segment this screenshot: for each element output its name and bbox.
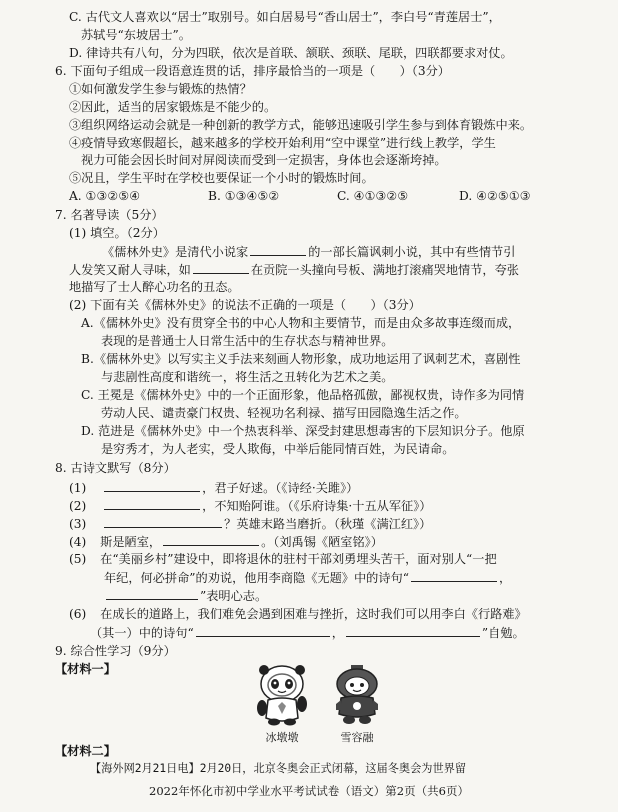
- q8-item-5-line3: [104, 587, 267, 604]
- q7-fill-text-b: 的一部长篇讽刺小说，其中有些情节引: [308, 245, 516, 259]
- q6-sentence-4-line1: ④疫情导致寒假超长，越来越多的学校开始利用“空中课堂”进行线上教学，学生: [69, 136, 496, 150]
- q8-item-2-number: (2): [69, 499, 87, 513]
- q8-item-4: [69, 533, 383, 550]
- q7-option-d-line2: 是穷秀才，为人老实，受人欺侮，中举后能同情百姓，为民请命。: [101, 442, 455, 456]
- q8-item-5-text-a: 在“美丽乡村”建设中，即将退休的驻村干部刘勇埋头苦干，面对别人“一把: [100, 552, 497, 566]
- q7-answer-blank-character[interactable]: [193, 261, 249, 274]
- q8-item-3-number: (3): [69, 517, 87, 531]
- q7-heading: 7. 名著导读（5分）: [55, 208, 164, 222]
- q5-option-d: D. 律诗共有八句，分为四联，依次是首联、颔联、颈联、尾联，四联都要求对仗。: [69, 46, 513, 60]
- q8-item-6-line1: [69, 606, 527, 622]
- q8-item-6-text-d: ”自勉。: [481, 626, 525, 640]
- q8-item-3: [69, 515, 431, 532]
- q7-part2-stem: (2) 下面有关《儒林外史》的说法不正确的一项是（ ）（3分）: [69, 298, 421, 312]
- q8-item-5-line2: [104, 569, 511, 586]
- q6-option-b: B. ①③④⑤②: [208, 189, 280, 203]
- q8-answer-blank-5a[interactable]: [411, 569, 497, 582]
- q8-item-1-number: (1): [69, 481, 87, 495]
- q8-item-5-text-b: 年纪，何必拼命”的劝说，他用李商隐《无题》中的诗句“: [104, 571, 409, 585]
- q6-sentence-4-line2: 视力可能会因长时间对屏阅读而受到一定损害，身体也会逐渐垮掉。: [81, 153, 447, 167]
- q6-option-a: A. ①③②⑤④: [69, 189, 141, 203]
- q8-answer-blank-2[interactable]: [104, 497, 200, 510]
- q7-part1-heading: (1) 填空。（2分）: [69, 226, 165, 240]
- news-line-1: 【海外网2月21日电】2月20日，北京冬奥会正式闭幕，这届冬奥会为世界留: [90, 762, 467, 775]
- q7-option-c-line1: C. 王冕是《儒林外史》中的一个正面形象，他品格孤傲，鄙视权贵，诗作多为同情: [81, 388, 525, 402]
- q8-item-1-text: ，君子好逑。（《诗经·关雎》）: [202, 481, 359, 495]
- q6-option-c: C. ④①③②⑤: [337, 189, 409, 203]
- q8-item-6-text-b: （其一）中的诗句“: [90, 626, 194, 640]
- material-one-label: 【材料一】: [55, 662, 116, 676]
- bing-dwen-dwen-image: [252, 664, 312, 730]
- q8-item-6-text-a: 在成长的道路上，我们难免会遇到困难与挫折，这时我们可以用李白《行路难》: [100, 607, 527, 621]
- q8-item-4-text-a: 斯是陋室，: [100, 535, 162, 549]
- q8-answer-blank-6b[interactable]: [346, 624, 480, 637]
- q8-item-6-line2: [90, 624, 525, 641]
- bing-dwen-dwen-caption: 冰墩墩: [265, 731, 299, 744]
- q7-fill-line3: 地描写了士人醉心功名的丑态。: [69, 280, 240, 294]
- q7-option-b-line1: B.《儒林外史》以写实主义手法来刻画人物形象，成功地运用了讽刺艺术，喜剧性: [81, 352, 521, 366]
- shuey-rhon-rhon-caption: 雪容融: [340, 731, 374, 744]
- q8-item-4-text-b: 。（刘禹锡《陋室铭》）: [261, 535, 383, 549]
- q8-item-3-text: ？英雄末路当磨折。（秋瑾《满江红》）: [224, 517, 432, 531]
- q7-option-a-line1: A.《儒林外史》没有贯穿全书的中心人物和主要情节，而是由众多故事连缀而成，: [81, 316, 521, 330]
- q8-item-5-number: (5): [69, 552, 87, 566]
- q7-option-b-line2: 与悲剧性高度和谐统一，将生活之丑转化为艺术之美。: [101, 370, 394, 384]
- q7-answer-blank-author[interactable]: [250, 243, 306, 256]
- q8-answer-blank-3[interactable]: [104, 515, 222, 528]
- material-two-label: 【材料二】: [55, 744, 116, 758]
- q8-item-5-comma: ，: [498, 571, 512, 585]
- q5-option-c-line2: 苏轼号“东坡居士”。: [81, 28, 191, 42]
- q7-fill-line1: [102, 243, 515, 260]
- q7-option-c-line2: 劳动人民、谴责豪门权贵、轻视功名利禄、描写田园隐逸生活之作。: [101, 406, 467, 420]
- q6-sentence-3: ③组织网络运动会就是一种创新的教学方式，能够迅速吸引学生参与到体育锻炼中来。: [69, 118, 533, 132]
- q8-answer-blank-1[interactable]: [104, 479, 200, 492]
- shuey-rhon-rhon-image: [330, 664, 384, 730]
- q9-heading: 9. 综合性学习（9分）: [55, 644, 176, 658]
- q8-item-4-number: (4): [69, 535, 87, 549]
- q8-item-2: [69, 497, 431, 514]
- bing-dwen-dwen-panda-icon: [252, 664, 312, 726]
- q8-heading: 8. 古诗文默写（8分）: [55, 461, 176, 475]
- q8-item-6-comma: ，: [331, 626, 344, 640]
- q6-option-d: D. ④②⑤①③: [459, 189, 531, 203]
- q6-sentence-5: ⑤况且，学生平时在学校也要保证一个小时的锻炼时间。: [69, 171, 374, 185]
- q6-sentence-2: ②因此，适当的居家锻炼是不能少的。: [69, 100, 277, 114]
- q6-stem: 6. 下面句子组成一段语意连贯的话，排序最恰当的一项是（ ）（3分）: [55, 64, 450, 78]
- shuey-rhon-rhon-lantern-icon: [330, 664, 384, 726]
- q8-item-6-number: (6): [69, 607, 87, 621]
- q7-fill-text-a: 《儒林外史》是清代小说家: [102, 245, 249, 259]
- q7-option-a-line2: 表现的是普通士人日常生活中的生存状态与精神世界。: [101, 334, 394, 348]
- q7-fill-line2: [69, 261, 519, 278]
- q7-fill-text-c: 人发笑又耐人寻味，如: [69, 263, 191, 277]
- q8-item-5-text-d: ”表明心志。: [200, 589, 268, 603]
- q8-answer-blank-4[interactable]: [163, 533, 259, 546]
- q5-option-c-line1: C. 古代文人喜欢以“居士”取别号。如白居易号“香山居士”，李白号“青莲居士”，: [69, 10, 501, 24]
- q8-item-5-line1: [69, 551, 497, 567]
- q8-item-1: [69, 479, 358, 496]
- page-footer: 2022年怀化市初中学业水平考试试卷（语文）第2页（共6页）: [149, 784, 469, 798]
- q7-fill-text-d: 在贡院一头撞向号板、满地打滚痛哭地情节，夸张: [250, 263, 519, 277]
- q7-option-d-line1: D. 范进是《儒林外史》中一个热衷科举、深受封建思想毒害的下层知识分子。他原: [81, 424, 525, 438]
- q8-answer-blank-6a[interactable]: [196, 624, 330, 637]
- q8-answer-blank-5b[interactable]: [106, 587, 198, 600]
- q8-item-2-text: ，不知贻阿谁。（《乐府诗集·十五从军征》）: [202, 499, 432, 513]
- q6-sentence-1: ①如何激发学生参与锻炼的热情？: [69, 82, 252, 96]
